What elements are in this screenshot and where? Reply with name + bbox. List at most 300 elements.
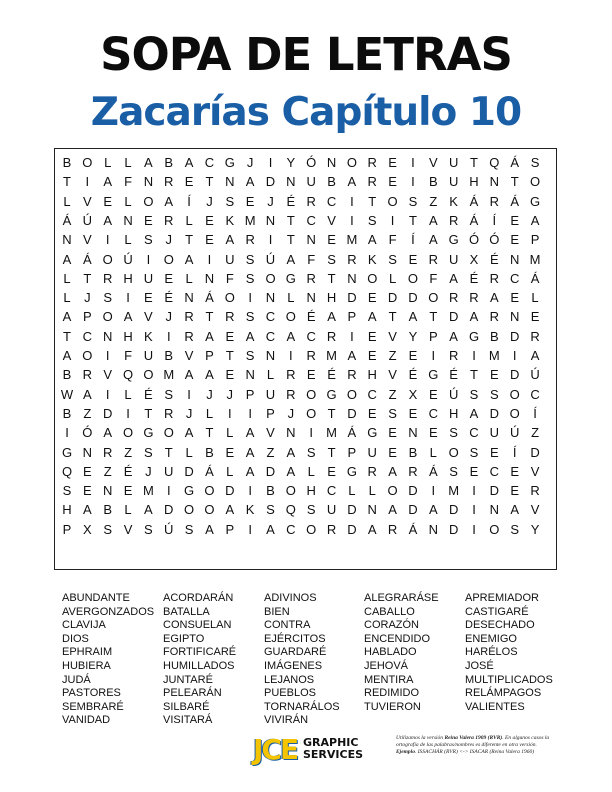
grid-letter: N bbox=[184, 290, 194, 306]
grid-letter: C bbox=[82, 328, 93, 344]
grid-letter: K bbox=[367, 251, 377, 267]
grid-letter: A bbox=[449, 270, 458, 286]
grid-letter: P bbox=[62, 521, 72, 537]
word-item: VANIDAD bbox=[62, 714, 111, 727]
grid-letter: F bbox=[429, 270, 438, 286]
grid-letter: D bbox=[489, 405, 500, 421]
grid-letter: J bbox=[145, 463, 152, 479]
grid-letter: A bbox=[245, 444, 255, 460]
grid-letter: S bbox=[469, 444, 479, 460]
grid-letter: R bbox=[286, 386, 296, 402]
grid-letter: F bbox=[124, 348, 133, 363]
grid-letter: X bbox=[469, 251, 479, 267]
grid-letter: D bbox=[387, 290, 398, 306]
grid-letter: L bbox=[287, 290, 295, 306]
grid-letter: S bbox=[245, 251, 255, 267]
grid-letter: I bbox=[431, 483, 436, 499]
grid-letter: N bbox=[326, 155, 337, 170]
grid-letter: S bbox=[164, 386, 174, 402]
grid-letter: Á bbox=[408, 521, 418, 537]
logo-line2: SERVICES bbox=[303, 748, 364, 761]
grid-letter: L bbox=[185, 212, 193, 228]
grid-letter: O bbox=[143, 193, 154, 209]
grid-letter: V bbox=[327, 212, 336, 228]
grid-letter: U bbox=[326, 502, 337, 518]
grid-letter: S bbox=[245, 270, 255, 286]
grid-letter: Q bbox=[285, 502, 296, 518]
grid-letter: D bbox=[509, 367, 520, 383]
grid-letter: É bbox=[449, 367, 458, 383]
grid-letter: Z bbox=[388, 386, 397, 402]
grid-letter: A bbox=[205, 367, 214, 383]
grid-letter: C bbox=[509, 270, 520, 286]
grid-letter: V bbox=[83, 232, 92, 248]
word-item: APREMIADOR bbox=[465, 592, 539, 604]
grid-letter: C bbox=[326, 483, 337, 499]
grid-letter: N bbox=[123, 212, 133, 228]
grid-letter: G bbox=[367, 425, 378, 441]
grid-letter: N bbox=[286, 425, 296, 441]
word-item: JUDÁ bbox=[62, 673, 91, 686]
grid-letter: A bbox=[388, 502, 397, 518]
grid-letter: D bbox=[102, 405, 113, 421]
grid-letter: V bbox=[144, 309, 153, 325]
word-item: DESECHADO bbox=[465, 619, 535, 632]
word-item: VIVIRÁN bbox=[264, 714, 309, 727]
grid-letter: M bbox=[142, 483, 154, 499]
grid-letter: A bbox=[184, 251, 194, 267]
grid-letter: N bbox=[62, 232, 72, 248]
grid-letter: Í bbox=[492, 212, 497, 228]
grid-letter: B bbox=[490, 328, 499, 344]
grid-letter: R bbox=[326, 521, 337, 537]
grid-letter: V bbox=[388, 328, 397, 344]
grid-letter: L bbox=[368, 483, 376, 499]
grid-letter: S bbox=[510, 521, 520, 537]
grid-letter: Y bbox=[530, 521, 540, 537]
grid-letter: Z bbox=[388, 348, 397, 363]
grid-letter: R bbox=[367, 174, 377, 190]
grid-letter: G bbox=[285, 270, 296, 286]
grid-letter: O bbox=[428, 290, 439, 306]
grid-letter: I bbox=[472, 502, 476, 518]
grid-letter: O bbox=[204, 483, 215, 499]
grid-letter: E bbox=[367, 405, 377, 421]
grid-letter: D bbox=[225, 483, 235, 499]
grid-letter: D bbox=[408, 502, 418, 518]
grid-letter: Ó bbox=[468, 232, 480, 248]
grid-letter: L bbox=[185, 270, 193, 286]
grid-letter: É bbox=[144, 386, 153, 402]
grid-letter: I bbox=[166, 483, 171, 499]
grid-letter: J bbox=[84, 290, 91, 306]
word-item: CONSUELAN bbox=[163, 619, 232, 632]
grid-letter: R bbox=[326, 328, 337, 344]
grid-letter: S bbox=[245, 348, 255, 363]
grid-letter: N bbox=[509, 251, 520, 267]
logo-line1: GRAPHIC bbox=[303, 736, 359, 749]
grid-letter: L bbox=[63, 270, 71, 286]
grid-letter: O bbox=[82, 155, 93, 170]
grid-letter: Á bbox=[205, 463, 214, 479]
grid-letter: T bbox=[205, 425, 214, 441]
grid-letter: D bbox=[448, 521, 459, 537]
grid-letter: R bbox=[184, 328, 194, 344]
grid-letter: R bbox=[448, 290, 459, 306]
grid-letter: A bbox=[428, 232, 438, 248]
grid-letter: J bbox=[246, 155, 254, 170]
grid-letter: S bbox=[144, 521, 153, 537]
grid-letter: K bbox=[144, 328, 153, 344]
grid-letter: I bbox=[207, 251, 212, 267]
word-item: HUMILLADOS bbox=[163, 659, 235, 672]
grid-letter: A bbox=[225, 232, 235, 248]
grid-letter: B bbox=[408, 444, 418, 460]
grid-letter: O bbox=[489, 521, 500, 537]
grid-letter: E bbox=[225, 444, 235, 460]
grid-letter: G bbox=[448, 232, 459, 248]
grid-letter: G bbox=[224, 155, 235, 170]
grid-letter: N bbox=[102, 328, 113, 344]
note-text1: Utilizamos la versión bbox=[396, 735, 445, 741]
grid-letter: G bbox=[184, 483, 195, 499]
grid-letter: R bbox=[102, 444, 113, 460]
grid-letter: I bbox=[472, 483, 476, 499]
grid-letter: G bbox=[326, 386, 337, 402]
grid-letter: A bbox=[367, 232, 377, 248]
grid-letter: E bbox=[510, 290, 520, 306]
grid-letter: R bbox=[408, 463, 418, 479]
grid-letter: O bbox=[82, 348, 93, 363]
grid-letter: Ó bbox=[306, 155, 317, 170]
grid-letter: Ó bbox=[489, 232, 500, 248]
grid-letter: R bbox=[102, 270, 113, 286]
grid-letter: T bbox=[327, 270, 336, 286]
logo-brand: JCE bbox=[253, 733, 298, 766]
grid-letter: C bbox=[204, 155, 215, 170]
grid-letter: I bbox=[350, 212, 354, 228]
grid-letter: Z bbox=[124, 444, 133, 460]
grid-letter: O bbox=[306, 386, 317, 402]
word-item: ACORDARÁN bbox=[163, 592, 234, 604]
grid-letter: H bbox=[123, 328, 133, 344]
grid-letter: I bbox=[512, 348, 517, 363]
grid-letter: B bbox=[266, 483, 275, 499]
word-item: PUEBLOS bbox=[264, 687, 316, 700]
word-item: BATALLA bbox=[163, 605, 210, 618]
grid-letter: R bbox=[489, 270, 500, 286]
word-item: CONTRA bbox=[264, 619, 311, 632]
grid-letter: S bbox=[449, 425, 458, 441]
grid-letter: R bbox=[306, 348, 316, 363]
grid-letter: T bbox=[286, 212, 295, 228]
grid-letter: S bbox=[388, 251, 397, 267]
grid-letter: E bbox=[388, 425, 397, 441]
grid-letter: F bbox=[124, 174, 133, 190]
logo-text bbox=[303, 737, 363, 761]
grid-letter: A bbox=[62, 348, 72, 363]
grid-letter: Z bbox=[531, 425, 540, 441]
grid-letter: A bbox=[286, 463, 296, 479]
grid-letter: E bbox=[510, 463, 520, 479]
jce-logo bbox=[253, 734, 363, 768]
grid-letter: O bbox=[306, 521, 317, 537]
grid-letter: I bbox=[268, 155, 273, 170]
grid-letter: Y bbox=[286, 155, 296, 170]
grid-letter: E bbox=[388, 444, 397, 460]
grid-letter: D bbox=[347, 405, 357, 421]
grid-letter: A bbox=[490, 290, 499, 306]
grid-letter: L bbox=[226, 425, 234, 441]
grid-letter: B bbox=[164, 155, 174, 170]
grid-letter: J bbox=[206, 386, 213, 402]
grid-letter: É bbox=[286, 193, 296, 209]
grid-letter: I bbox=[289, 348, 293, 363]
grid-letter: D bbox=[509, 328, 520, 344]
grid-letter: B bbox=[62, 405, 72, 421]
grid-letter: J bbox=[267, 193, 274, 209]
grid-letter: N bbox=[489, 502, 500, 518]
grid-letter: U bbox=[225, 251, 235, 267]
word-item: MENTIRA bbox=[364, 673, 414, 686]
word-item: JUNTARÉ bbox=[163, 673, 213, 686]
grid-letter: I bbox=[187, 386, 191, 402]
word-item: CORAZÓN bbox=[364, 619, 419, 632]
word-item: CLAVIJA bbox=[62, 619, 106, 632]
grid-letter: P bbox=[530, 232, 540, 248]
grid-letter: E bbox=[205, 232, 214, 248]
grid-letter: R bbox=[530, 328, 540, 344]
grid-letter: A bbox=[103, 425, 113, 441]
grid-letter: O bbox=[184, 502, 195, 518]
grid-letter: D bbox=[408, 483, 418, 499]
grid-letter: T bbox=[205, 174, 214, 190]
grid-letter: Z bbox=[103, 463, 112, 479]
grid-letter: T bbox=[63, 328, 71, 344]
grid-letter: P bbox=[83, 309, 92, 325]
word-column bbox=[465, 592, 553, 714]
word-item: EPHRAIM bbox=[62, 646, 113, 659]
grid-letter: A bbox=[428, 212, 438, 228]
grid-letter: A bbox=[530, 348, 540, 363]
word-item: GUARDARÉ bbox=[264, 646, 327, 659]
grid-letter: É bbox=[490, 251, 499, 267]
grid-letter: H bbox=[62, 502, 72, 518]
grid-letter: B bbox=[103, 502, 113, 518]
grid-letter: A bbox=[184, 367, 194, 383]
grid-letter: L bbox=[429, 444, 437, 460]
grid-letter: X bbox=[408, 386, 418, 402]
grid-letter: O bbox=[387, 483, 398, 499]
word-item: ENEMIGO bbox=[465, 632, 517, 645]
grid-letter: S bbox=[306, 444, 316, 460]
grid-letter: Z bbox=[83, 405, 92, 421]
grid-letter: L bbox=[124, 386, 132, 402]
grid-letter: B bbox=[62, 367, 72, 383]
word-item: HARÉLOS bbox=[465, 646, 518, 659]
grid-letter: R bbox=[306, 270, 316, 286]
grid-letter: R bbox=[530, 483, 540, 499]
word-item: VALIENTES bbox=[465, 700, 525, 713]
grid-letter: S bbox=[62, 483, 72, 499]
grid-letter: O bbox=[285, 483, 296, 499]
grid-letter: T bbox=[388, 309, 397, 325]
grid-letter: A bbox=[205, 521, 214, 537]
grid-letter: E bbox=[123, 483, 133, 499]
grid-letter: A bbox=[449, 328, 458, 344]
grid-letter: A bbox=[286, 328, 296, 344]
grid-letter: R bbox=[184, 309, 194, 325]
word-item: JEHOVÁ bbox=[364, 659, 409, 672]
grid-letter: I bbox=[105, 386, 110, 402]
grid-letter: S bbox=[144, 444, 153, 460]
grid-letter: D bbox=[265, 463, 276, 479]
grid-letter: D bbox=[489, 483, 500, 499]
grid-letter: I bbox=[166, 328, 171, 344]
grid-letter: L bbox=[531, 290, 539, 306]
grid-letter: U bbox=[448, 155, 459, 170]
grid-letter: I bbox=[248, 290, 252, 306]
grid-letter: N bbox=[347, 270, 357, 286]
grid-letter: O bbox=[224, 290, 235, 306]
grid-letter: T bbox=[63, 174, 71, 190]
grid-letter: Í bbox=[187, 193, 191, 209]
grid-letter: M bbox=[346, 232, 358, 248]
word-item: ALEGRARÁSE bbox=[364, 592, 439, 604]
grid-letter: U bbox=[448, 251, 459, 267]
grid-letter: S bbox=[449, 463, 458, 479]
word-item: SEMBRARÉ bbox=[62, 700, 124, 713]
grid-letter: A bbox=[184, 155, 194, 170]
word-item: ADIVINOS bbox=[264, 592, 317, 604]
note-text2: . En algunos casos la ortografía de las palabras/nombres es diferente en otra versión. bbox=[396, 735, 550, 748]
grid-letter: R bbox=[164, 174, 174, 190]
grid-letter: E bbox=[83, 483, 92, 499]
grid-letter: H bbox=[123, 270, 133, 286]
grid-letter: R bbox=[164, 212, 174, 228]
grid-letter: Z bbox=[429, 193, 438, 209]
grid-letter: I bbox=[227, 405, 232, 421]
grid-letter: A bbox=[225, 502, 235, 518]
grid-letter: A bbox=[469, 309, 479, 325]
grid-letter: E bbox=[225, 328, 235, 344]
grid-letter: E bbox=[327, 463, 336, 479]
grid-letter: A bbox=[245, 463, 255, 479]
grid-letter: R bbox=[469, 290, 479, 306]
grid-letter: É bbox=[164, 290, 174, 306]
grid-letter: A bbox=[347, 174, 357, 190]
grid-letter: A bbox=[245, 425, 255, 441]
grid-letter: R bbox=[82, 367, 93, 383]
grid-letter: E bbox=[327, 232, 336, 248]
grid-letter: U bbox=[448, 174, 459, 190]
grid-letter: L bbox=[124, 232, 132, 248]
grid-letter: L bbox=[348, 483, 356, 499]
grid-letter: C bbox=[469, 425, 479, 441]
grid-letter: Y bbox=[408, 328, 418, 344]
grid-letter: Á bbox=[428, 463, 438, 479]
grid-letter: Ú bbox=[164, 521, 174, 537]
grid-letter: L bbox=[266, 367, 275, 383]
grid-letter: M bbox=[488, 348, 500, 363]
grid-letter: P bbox=[205, 348, 214, 363]
grid-letter: V bbox=[428, 155, 438, 170]
grid-letter: N bbox=[82, 444, 93, 460]
grid-letter: I bbox=[126, 290, 130, 306]
grid-letter: O bbox=[529, 174, 541, 190]
grid-letter: R bbox=[347, 367, 357, 383]
grid-letter: L bbox=[185, 444, 193, 460]
grid-letter: U bbox=[143, 270, 154, 286]
grid-letter: L bbox=[307, 463, 315, 479]
grid-letter: J bbox=[206, 193, 213, 209]
grid-letter: C bbox=[265, 328, 276, 344]
note-example-body: . ISSACHÁR (RVR) <-> ISACAR (Reina Valera 1960) bbox=[414, 749, 535, 755]
grid-letter: L bbox=[388, 270, 397, 286]
grid-letter: A bbox=[428, 502, 438, 518]
grid-letter: Ú bbox=[123, 251, 133, 267]
grid-letter: A bbox=[510, 502, 520, 518]
grid-letter: É bbox=[469, 270, 479, 286]
word-item: HUBIERA bbox=[62, 659, 111, 672]
grid-letter: Á bbox=[469, 212, 479, 228]
grid-letter: T bbox=[368, 193, 377, 209]
grid-letter: J bbox=[165, 232, 172, 248]
grid-letter: B bbox=[327, 174, 336, 190]
grid-letter: H bbox=[306, 483, 316, 499]
grid-letter: C bbox=[306, 328, 316, 344]
word-item: BIEN bbox=[264, 605, 290, 618]
grid-letter: I bbox=[411, 155, 415, 170]
grid-letter: Í bbox=[533, 405, 537, 421]
grid-letter: I bbox=[350, 193, 354, 209]
grid-letter: O bbox=[367, 270, 378, 286]
grid-letter: C bbox=[367, 386, 377, 402]
grid-letter: E bbox=[408, 348, 418, 363]
grid-letter: D bbox=[347, 290, 357, 306]
grid-letter: I bbox=[309, 425, 313, 441]
grid-letter: E bbox=[83, 463, 92, 479]
grid-letter: E bbox=[490, 367, 499, 383]
grid-letter: E bbox=[490, 444, 499, 460]
grid-letter: A bbox=[103, 212, 113, 228]
grid-letter: G bbox=[428, 367, 439, 383]
grid-letter: N bbox=[286, 174, 296, 190]
grid-letter: T bbox=[164, 444, 173, 460]
grid-letter: U bbox=[489, 425, 500, 441]
grid-letter: A bbox=[469, 405, 479, 421]
word-item: FORTIFICARÉ bbox=[163, 646, 237, 659]
grid-letter: É bbox=[408, 367, 418, 383]
word-item: CABALLO bbox=[364, 605, 415, 618]
grid-letter: E bbox=[510, 212, 520, 228]
grid-letter: O bbox=[407, 270, 418, 286]
word-item: IMÁGENES bbox=[264, 659, 323, 672]
grid-letter: A bbox=[62, 251, 72, 267]
grid-letter: D bbox=[408, 290, 418, 306]
word-item: CASTIGARÉ bbox=[465, 605, 529, 618]
grid-letter: C bbox=[428, 405, 438, 421]
grid-letter: A bbox=[205, 328, 214, 344]
grid-letter: E bbox=[103, 193, 113, 209]
grid-letter: A bbox=[530, 212, 540, 228]
grid-letter: I bbox=[248, 405, 252, 421]
grid-letter: O bbox=[102, 251, 113, 267]
grid-letter: M bbox=[529, 251, 541, 267]
word-item: ENCENDIDO bbox=[364, 632, 431, 645]
grid-letter: M bbox=[244, 212, 256, 228]
grid-letter: Á bbox=[510, 193, 520, 209]
